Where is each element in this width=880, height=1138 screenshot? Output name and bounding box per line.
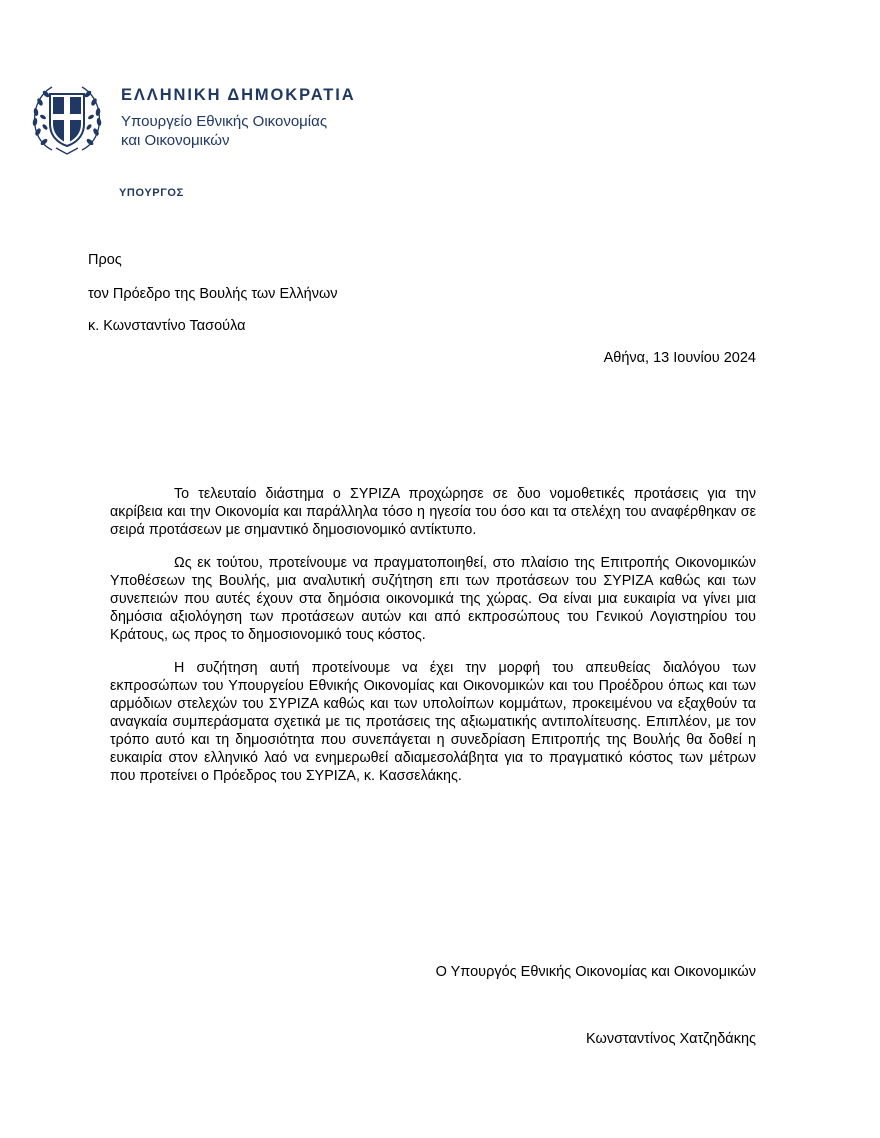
body-paragraph-1: Το τελευταίο διάστημα ο ΣΥΡΙΖΑ προχώρησε σε δυο νομοθετικές προτάσεις για την ακρίβεια και την Οικονομία και παράλληλα τόσο η ηγεσία του όσο και τα στελέχη του αναφέρθηκαν σε σειρά προτάσεων με σημαντικό δημοσιονομικό αντίκτυπο. <box>110 486 756 538</box>
header-republic: ΕΛΛΗΝΙΚΗ ΔΗΜΟΚΡΑΤΙΑ <box>121 86 356 104</box>
address-recipient-name: κ. Κωνσταντίνο Τασούλα <box>88 318 246 334</box>
header-role: ΥΠΟΥΡΓΟΣ <box>119 187 184 199</box>
sender-title: Ο Υπουργός Εθνικής Οικονομίας και Οικονομικών <box>435 964 756 980</box>
letter-body <box>110 485 756 800</box>
greek-coat-of-arms-icon <box>30 80 104 158</box>
address-recipient-title: τον Πρόεδρο της Βουλής των Ελλήνων <box>88 286 338 302</box>
letter-date: Αθήνα, 13 Ιουνίου 2024 <box>603 350 756 366</box>
address-to: Προς <box>88 252 122 268</box>
body-paragraph-2: Ως εκ τούτου, προτείνουμε να πραγματοποιηθεί, στο πλαίσιο της Επιτροπής Οικονομικών Υποθέσεων της Βουλής, μια αναλυτική συζήτηση επι των προτάσεων του ΣΥΡΙΖΑ καθώς και των συνεπειών που αυτές έχουν στα δημόσια οικονομικά της χώρας. Θα είναι μια ευκαιρία να γίνει μια δημόσια αξιολόγηση των προτάσεων αυτών και από εκπροσώπους του Γενικού Λογιστηρίου του Κράτους, ως προς το δημοσιονομικό τους κόστος. <box>110 555 756 643</box>
header-ministry-line1: Υπουργείο Εθνικής Οικονομίας <box>121 113 328 130</box>
header-ministry-line2: και Οικονομικών <box>121 132 230 149</box>
body-paragraph-3: Η συζήτηση αυτή προτείνουμε να έχει την μορφή του απευθείας διαλόγου των εκπροσώπων του Υπουργείου Εθνικής Οικονομίας και Οικονομικών και του Προέδρου όπως και των αρμόδιων στελεχών του ΣΥΡΙΖΑ καθώς και των υπολοίπων κομμάτων, προκειμένου να εξαχθούν τα αναγκαία συμπεράσματα σχετικά με τις προτάσεις της αξιωματικής αντιπολίτευσης. Επιπλέον, με τον τρόπο αυτό και τη δημοσιότητα που συνεπάγεται η συνεδρίαση Επιτροπής της Βουλής θα δοθεί η ευκαιρία στον ελληνικό λαό να ενημερωθεί αδιαμεσολάβητα για το πραγματικό κόστος των μέτρων που προτείνει ο Πρόεδρος του ΣΥΡΙΖΑ, κ. Κασσελάκης. <box>110 660 756 784</box>
sender-name: Κωνσταντίνος Χατζηδάκης <box>586 1031 756 1047</box>
header-ministry <box>121 112 327 150</box>
